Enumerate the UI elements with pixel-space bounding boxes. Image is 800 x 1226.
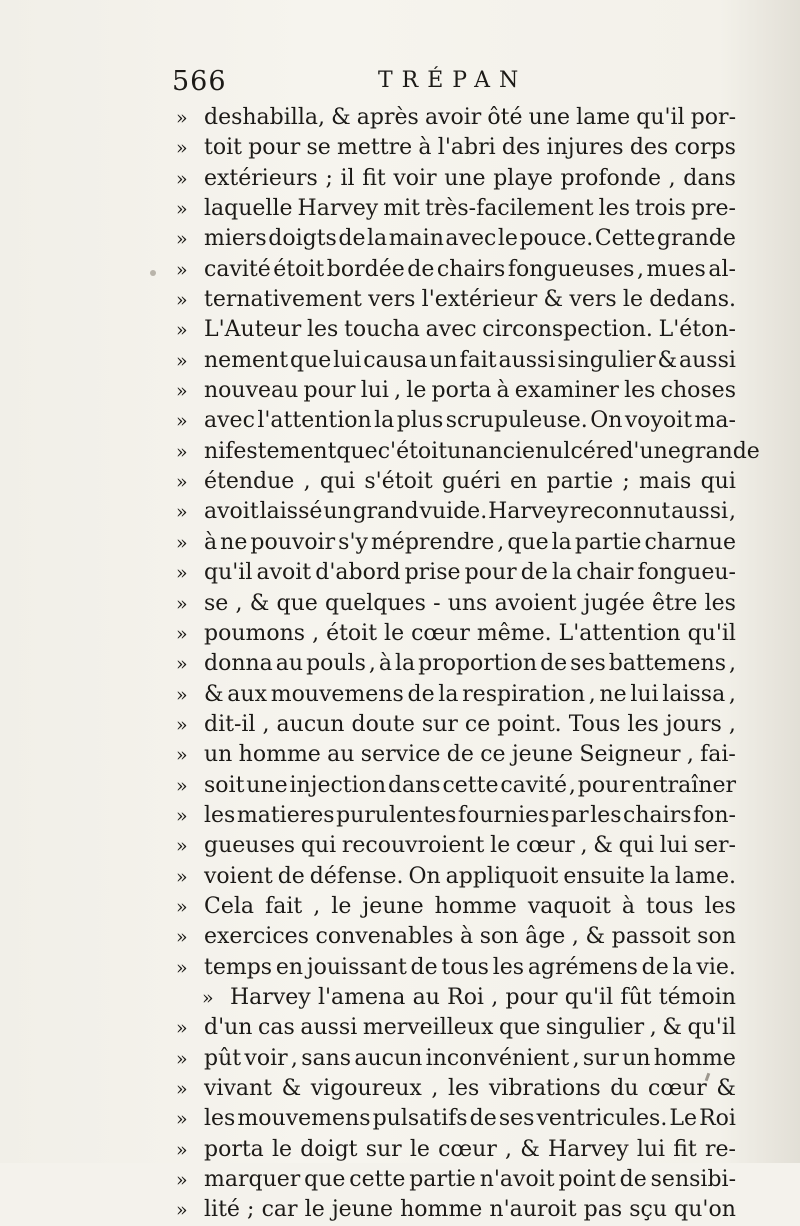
line-text: & aux mouvemens de la respiration , ne lui laissa , (204, 681, 736, 707)
text-line (176, 619, 736, 649)
quote-mark: » (176, 167, 188, 190)
line-text: ternativement vers l'extérieur & vers le dedans. (204, 287, 736, 313)
line-text: un homme au service de ce jeune Seigneur , fai- (204, 742, 736, 768)
quote-mark: » (176, 1108, 188, 1131)
text-line (176, 983, 736, 1013)
text-line (176, 1044, 736, 1074)
line-text: toit pour se mettre à l'abri des injures des corps (204, 135, 736, 161)
quote-mark: » (176, 804, 188, 827)
text-line (176, 862, 736, 892)
quote-mark: » (176, 653, 188, 676)
body-text (176, 103, 760, 1226)
text-line (176, 953, 736, 983)
text-line (176, 892, 736, 922)
text-line (176, 255, 736, 285)
line-text: cavité étoit bordée de chairs fongueuses , mues al- (204, 256, 736, 282)
text-line (176, 1135, 736, 1165)
text-line (176, 771, 736, 801)
quote-mark: » (176, 107, 188, 129)
line-text: poumons , étoit le cœur même. L'attention qu'il (204, 620, 736, 646)
quote-mark: » (176, 622, 188, 645)
quote-mark: » (176, 531, 188, 554)
quote-mark: » (176, 289, 188, 312)
text-line (176, 467, 736, 497)
text-line (176, 831, 736, 861)
quote-mark: » (176, 198, 188, 221)
quote-mark: » (176, 744, 188, 767)
running-title: TRÉPAN (378, 68, 528, 93)
line-text: temps en jouissant de tous les agrémens de la vie. (204, 954, 736, 980)
text-line (176, 103, 736, 133)
quote-mark: » (176, 1138, 188, 1161)
text-line (176, 497, 736, 527)
line-text: deshabilla, & après avoir ôté une lame qu'il por- (204, 105, 736, 130)
line-text: nouveau pour lui , le porta à examiner les choses (204, 378, 736, 404)
text-line (176, 1074, 736, 1104)
text-line (176, 710, 736, 740)
paper-speck (150, 270, 156, 276)
quote-mark: » (176, 835, 188, 858)
line-text: dit-il , aucun doute sur ce point. Tous les jours , (204, 711, 736, 737)
text-line (176, 680, 736, 710)
line-text: vivant & vigoureux , les vibrations du cœur & (204, 1076, 736, 1101)
quote-mark: » (176, 471, 188, 494)
quote-mark: » (176, 1078, 188, 1100)
line-text: laquelle Harvey mit très-facilement les trois pre- (204, 196, 736, 222)
text-line (176, 285, 736, 315)
text-line (176, 649, 736, 679)
line-text: se , & que quelques - uns avoient jugée être les (204, 590, 736, 616)
text-line (176, 224, 736, 254)
text-line (176, 346, 736, 376)
text-line (176, 1013, 736, 1043)
line-text: lité ; car le jeune homme n'auroit pas sçu qu'on (204, 1197, 736, 1223)
line-text: avec l'attention la plus scrupuleuse. On voyoit ma- (204, 408, 736, 434)
quote-mark: » (176, 592, 188, 615)
text-line (176, 437, 760, 467)
page-header (172, 66, 752, 106)
quote-mark: » (202, 986, 214, 1009)
line-text: Harvey l'amena au Roi , pour qu'il fût témoin (230, 984, 736, 1010)
quote-mark: » (176, 228, 188, 251)
text-line (176, 589, 736, 619)
line-text: les matieres purulentes fournies par les chairs fon- (204, 802, 736, 828)
text-line (176, 406, 736, 436)
text-line (176, 801, 736, 831)
quote-mark: » (176, 562, 188, 585)
text-line (176, 133, 736, 163)
quote-mark: » (176, 501, 188, 524)
text-line (176, 315, 736, 345)
quote-mark: » (176, 380, 188, 403)
line-text: qu'il avoit d'abord prise pour de la chair fongueu- (204, 560, 736, 586)
quote-mark: » (176, 319, 188, 342)
line-text: d'un cas aussi merveilleux que singulier , & qu'il (204, 1015, 736, 1041)
quote-mark: » (176, 713, 188, 736)
quote-mark: » (176, 1017, 188, 1040)
line-text: Cela fait , le jeune homme vaquoit à tous les (204, 893, 736, 919)
quote-mark: » (176, 895, 188, 918)
line-text: soit une injection dans cette cavité , pour entraîner (204, 772, 736, 798)
line-text: marquer que cette partie n'avoit point de sensibi- (204, 1167, 736, 1193)
line-text: les mouvemens pulsatifs de ses ventricules. Le Roi (204, 1106, 736, 1132)
quote-mark: » (176, 1169, 188, 1192)
quote-mark: » (176, 440, 188, 463)
line-text: gueuses qui recouvroient le cœur , & qui lui ser- (204, 833, 736, 859)
quote-mark: » (176, 774, 188, 797)
quote-mark: » (176, 1047, 188, 1070)
text-line (176, 528, 736, 558)
text-line (176, 922, 736, 952)
line-text: nement que lui causa un fait aussi singulier & aussi (204, 347, 736, 373)
line-text: miers doigts de la main avec le pouce. Cette grande (204, 226, 736, 252)
quote-mark: » (176, 956, 188, 979)
line-text: nifestement que c'étoit un ancien ulcére d'une grande (204, 438, 760, 464)
quote-mark: » (176, 865, 188, 888)
quote-mark: » (176, 137, 188, 160)
quote-mark: » (176, 349, 188, 372)
line-text: étendue , qui s'étoit guéri en partie ; mais qui (204, 469, 736, 495)
line-text: avoit laissé un grand vuide. Harvey reconnut aussi , (204, 499, 736, 525)
text-line (176, 558, 736, 588)
line-text: donna au pouls , à la proportion de ses battemens , (204, 651, 736, 677)
line-text: L'Auteur les toucha avec circonspection. L'éton- (204, 317, 736, 343)
text-line (176, 740, 736, 770)
line-text: voient de défense. On appliquoit ensuite la lame. (204, 863, 736, 889)
quote-mark: » (176, 258, 188, 281)
line-text: exercices convenables à son âge , & passoit son (204, 924, 736, 950)
text-line (176, 376, 736, 406)
text-line (176, 1195, 736, 1225)
line-text: à ne pouvoir s'y méprendre , que la partie charnue (204, 529, 736, 555)
quote-mark: » (176, 410, 188, 433)
text-line (176, 1165, 736, 1195)
text-line (176, 1104, 736, 1134)
line-text: pût voir , sans aucun inconvénient , sur un homme (204, 1045, 736, 1071)
text-line (176, 164, 736, 194)
quote-mark: » (176, 683, 188, 706)
quote-mark: » (176, 1199, 188, 1222)
page-number: 566 (172, 66, 227, 97)
line-text: porta le doigt sur le cœur , & Harvey lui fit re- (204, 1136, 736, 1162)
line-text: extérieurs ; il fit voir une playe profonde , dans (204, 165, 736, 191)
quote-mark: » (176, 926, 188, 949)
text-line (176, 194, 736, 224)
